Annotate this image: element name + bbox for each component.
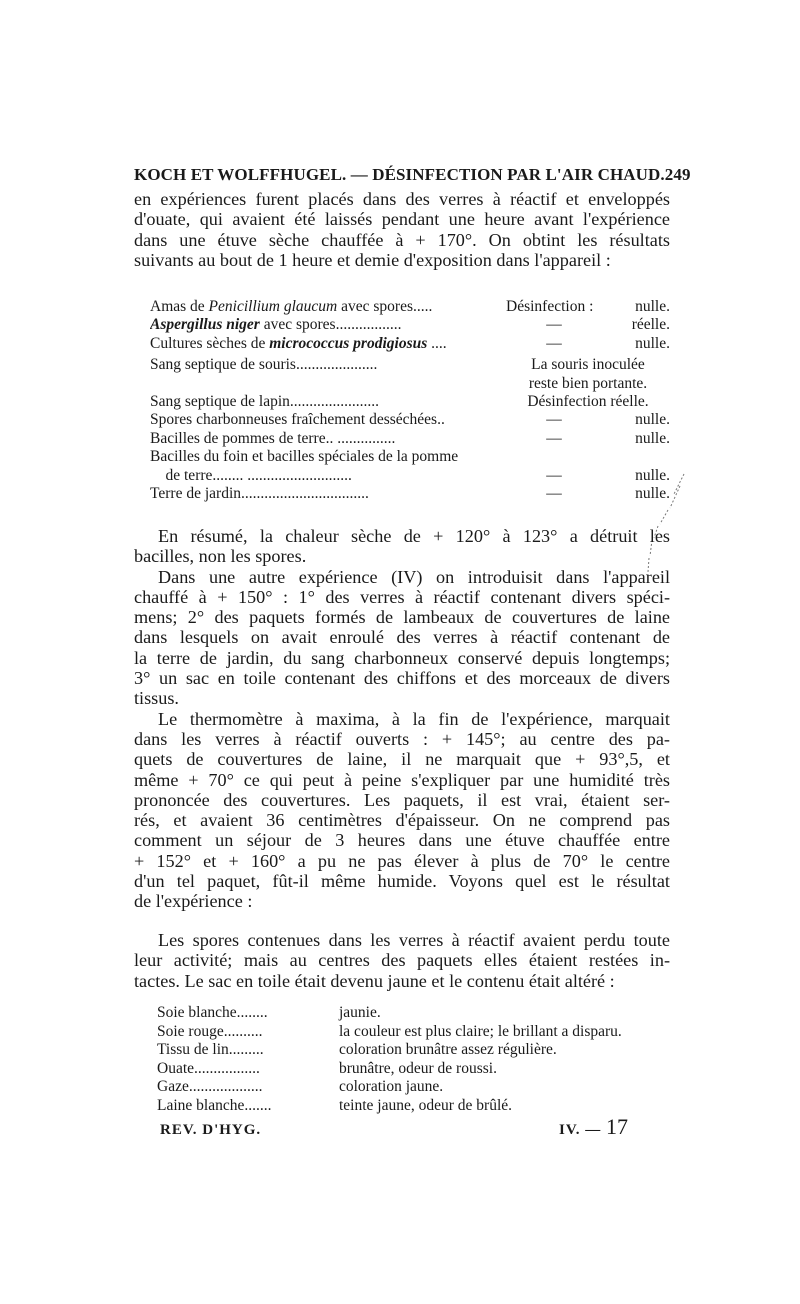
table-row	[157, 1041, 677, 1060]
row-result: — nulle.	[546, 334, 670, 352]
row-label: Tissu de lin.........	[157, 1041, 264, 1059]
text-line: mens; 2° des paquets formés de lambeaux de couvertures de laine	[134, 607, 670, 628]
row-result: — réelle.	[546, 316, 670, 334]
table-row	[150, 335, 670, 353]
table-row	[150, 298, 670, 316]
spores-paragraph	[134, 930, 670, 991]
text-line: la terre de jardin, du sang charbonneux conservé depuis longtemps;	[134, 647, 670, 668]
text-line: 3° un sac en toile contenant des chiffons et des morceaux de divers	[134, 668, 670, 689]
text-line: suivants au bout de 1 heure et demie d'exposition dans l'appareil :	[134, 249, 611, 270]
row-label: Amas de Penicillium glaucum avec spores.....	[150, 298, 433, 315]
text-line: dans les verres à réactif ouverts : + 145°; au centre des pa-	[134, 728, 670, 749]
table-row	[150, 316, 670, 334]
text-line: prononcée des couvertures. Les paquets, il est vrai, étaient ser-	[134, 789, 670, 810]
table-row	[150, 393, 670, 411]
text-line: comment un séjour de 3 heures dans une étuve chauffée entre	[134, 830, 670, 851]
table-row	[150, 356, 670, 393]
text-line: Le thermomètre à maxima, à la fin de l'expérience, marquait	[158, 708, 670, 729]
row-result: — nulle.	[546, 429, 670, 447]
row-label: Sang septique de lapin.......................	[150, 393, 380, 411]
results-table	[150, 298, 670, 503]
row-label: Spores charbonneuses fraîchement desséchées..	[150, 411, 445, 429]
row-label: Bacilles du foin et bacilles spéciales de la pomme	[150, 448, 459, 466]
text-line: dans une étuve sèche chauffée à + 170°. On obtint les résultats	[134, 229, 670, 250]
row-label: Cultures sèches de micrococcus prodigiosus ....	[150, 334, 447, 352]
row-label: Soie rouge..........	[157, 1022, 263, 1040]
text-line: d'ouate, qui avaient été laissés pendant une heure avant l'expérience	[134, 209, 670, 230]
text-line: Les spores contenues dans les verres à réactif avaient perdu toute	[158, 930, 670, 950]
row-label: Soie blanche........	[157, 1004, 268, 1021]
text-line: rés, et avaient 36 centimètres d'épaisseur. On ne comprend pas	[134, 810, 670, 831]
intro-paragraph	[134, 189, 670, 270]
table-row	[157, 1078, 677, 1097]
text-line: de l'expérience :	[134, 891, 253, 912]
text-line: en expériences furent placés dans des verres à réactif et enveloppés	[134, 189, 670, 209]
text-line: tissus.	[134, 688, 179, 709]
row-label: Laine blanche.......	[157, 1096, 272, 1114]
signature-mark: IV. — 17	[559, 1114, 628, 1139]
table-row	[150, 411, 670, 429]
table-row	[157, 1060, 677, 1079]
row-label: Bacilles de pommes de terre.. ...............	[150, 429, 396, 447]
table-row	[157, 1004, 677, 1023]
page-footer	[160, 1114, 628, 1140]
text-line: + 152° et + 160° a pu ne pas élever à plus de 70° le centre	[134, 850, 670, 871]
text-line: d'un tel paquet, fût-il même humide. Voyons quel est le résultat	[134, 871, 670, 892]
row-result: Désinfection : nulle.	[506, 298, 670, 315]
row-result: — nulle.	[546, 485, 670, 503]
row-result: la couleur est plus claire; le brillant a disparu.	[339, 1022, 622, 1040]
text-line: leur activité; mais au centres des paquets elles étaient restées in-	[134, 950, 670, 971]
table-row	[157, 1097, 677, 1116]
row-label: Ouate.................	[157, 1059, 260, 1077]
row-result: — nulle.	[546, 466, 670, 484]
text-line: tactes. Le sac en toile était devenu jaune et le contenu était altéré :	[134, 970, 615, 991]
text-line: même + 70° ce qui peut à peine s'expliquer par une humidité très	[134, 769, 670, 790]
page-number: 249	[664, 165, 691, 184]
journal-abbrev: REV. D'HYG.	[160, 1122, 262, 1138]
running-header	[134, 165, 691, 185]
fabrics-table	[157, 1004, 677, 1116]
row-result: teinte jaune, odeur de brûlé.	[339, 1096, 513, 1114]
summary-paragraph	[134, 526, 670, 912]
row-result: — nulle.	[546, 411, 670, 429]
row-label: de terre........ ...........................	[150, 466, 352, 484]
row-label: Gaze...................	[157, 1078, 263, 1096]
row-label: Aspergillus niger avec spores.................	[150, 316, 402, 334]
table-row	[150, 485, 670, 503]
text-line: quets de couvertures de laine, il ne marquait que + 93°,5, et	[134, 749, 670, 770]
text-line: chauffé à + 150° : 1° des verres à réactif contenant divers spéci-	[134, 586, 670, 607]
table-row	[150, 448, 670, 466]
row-label: Terre de jardin.................................	[150, 485, 369, 503]
table-row	[150, 430, 670, 448]
row-result: coloration brunâtre assez régulière.	[339, 1041, 557, 1059]
row-result: coloration jaune.	[339, 1078, 444, 1096]
header-title: KOCH ET WOLFFHUGEL. — DÉSINFECTION PAR L'AIR CHAUD.	[134, 165, 665, 184]
row-result: jaunie.	[339, 1004, 381, 1021]
text-line: bacilles, non les spores.	[134, 546, 307, 567]
text-line: En résumé, la chaleur sèche de + 120° à 123° a détruit les	[158, 526, 670, 546]
table-row	[157, 1023, 677, 1042]
text-line: Dans une autre expérience (IV) on introduisit dans l'appareil	[158, 566, 670, 587]
row-result: brunâtre, odeur de roussi.	[339, 1059, 497, 1077]
table-row	[150, 467, 670, 485]
row-result: La souris inoculée reste bien portante.	[528, 356, 648, 392]
row-result: Désinfection réelle.	[527, 393, 649, 411]
text-line: dans lesquels on avait enroulé des verres à réactif contenant de	[134, 627, 670, 648]
row-label: Sang septique de souris.....................	[150, 356, 378, 374]
